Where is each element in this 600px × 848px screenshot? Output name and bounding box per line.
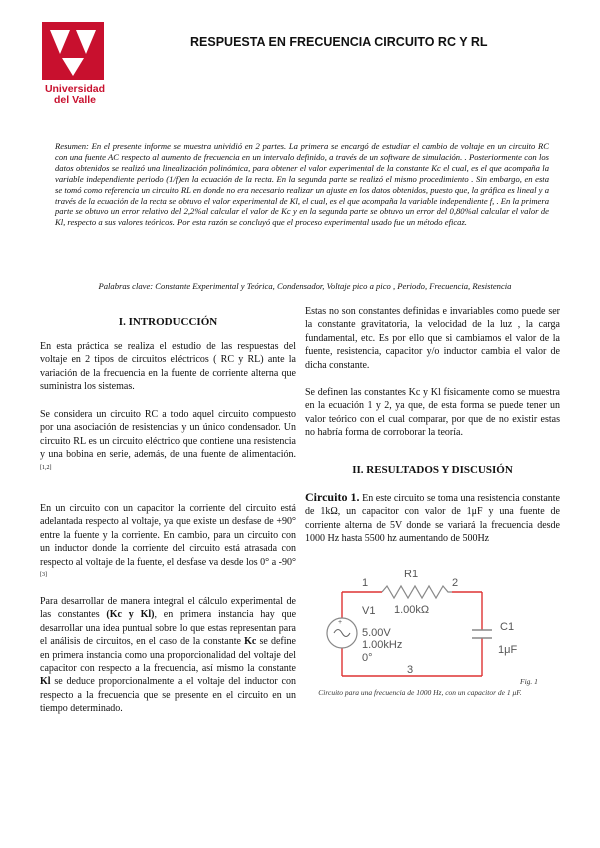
logo-line-1: Universidad [44, 83, 106, 95]
section-heading-intro: I. INTRODUCCIÓN [118, 316, 218, 328]
figure-number: Fig. 1 [520, 677, 538, 686]
right-paragraph-2 [305, 386, 560, 440]
resistor-name: R1 [404, 570, 419, 580]
intro-p1-text: En esta práctica se realiza el estudio de las respuestas del voltaje en 2 tipos de circuitos eléctricos ( RC y RL) ante la variación de la frecuencia en la fuente de corriente alterna que suministra los sistemas. [40, 341, 296, 393]
logo-text [40, 84, 110, 106]
intro-p4-d: Kc [244, 636, 257, 648]
plus-sign: + [338, 619, 343, 626]
abstract: Resumen: En el presente informe se muestra unividió en 2 partes. La primera se encargó de estudiar el cambio de voltaje en un circuito RC con una fuente AC respecto al aumento de frecuencia en un intervalo definido, a través de un software de simulación. . Posteriormente con los datos obtenidos se realizó una linealización polinómica, para obtener el valor experimental de la constante Kc el cual, es el que acompaña la variable independiente periodo (1/f)en la ecuación de la recta. En la segunda parte se realizó el mismo procedimiento . Sin embargo, en esta se tomó como referencia un circuito RL en donde no era necesario realizar un ajuste en los datos obtenidos, puesto que, la gráfica es lineal y a través de la ecuación de la recta se obtuvo el valor experimental de Kl, el cual, es el que acompaña la variable independiente f, . En la primera parte se obtuvo un error relativo del 2,2%al calcular el valor de Kc y en la segunda parte se obtuvo un error del 0,80%al calcular el valor de Kl, respecto a sus valores teóricos. Por esta razón se concluyó que el proceso experimental usado fue un método eficaz. [55, 141, 549, 228]
source-phase: 0° [362, 652, 373, 664]
citation: [3] [40, 572, 47, 579]
intro-p4-c: , en primera instancia hay que desarrollar una idea puntual sobre lo que estas representan para el análisis de circuitos, en el caso de la constante [40, 609, 297, 648]
right-heading-wrap [305, 464, 560, 477]
intro-p2-text: Se considera un circuito RC a todo aquel circuito compuesto por una asociación de resistencias y un único condensador. Un circuito RL es un circuito eléctrico que contiene una resistencia y una bobina en serie, además, de una fuente de alimentación. [40, 409, 296, 461]
left-column [40, 316, 296, 329]
node-2-label: 2 [452, 577, 459, 589]
logo-mark-icon [42, 22, 104, 80]
intro-paragraph-2 [40, 408, 296, 477]
intro-p3-text: En un circuito con un capacitor la corriente del circuito está adelantada respecto al voltaje, ya que existe un desfase de +90° entre la fuente y la corriente. En cambio, para un circuito con un inductor donde la corriente del circuito está atrasada con respecto al voltaje de la fuente, el desfase va desde los 0° a -90° [40, 503, 296, 568]
rc-circuit-diagram [312, 570, 532, 685]
circuit-text: En este circuito se toma una resistencia constante de 1kΩ, un capacitor con valor de 1μF y una fuente de corriente alterna de 5V donde se variará la frecuencia desde 1000 Hz hasta 5500 hz aumentando de 500Hz [305, 493, 560, 545]
source-frequency: 1.00kHz [362, 639, 403, 651]
intro-paragraph-3 [40, 502, 296, 585]
university-logo [42, 22, 104, 80]
right-p1-text: Estas no son constantes definidas e invariables como puede ser la constante gravitatoria, la velocidad de la luz , la carga fundamental, etc. Es por ello que si cambiamos el valor de la fuente, resistencia, capacitor y/o inductor cambia el valor de dicha constante. [305, 306, 560, 371]
circuit-label: Circuito 1. [305, 490, 360, 504]
circuit-paragraph [305, 491, 560, 546]
node-1-label: 1 [362, 577, 369, 589]
source-amplitude: 5.00V [362, 627, 391, 639]
intro-paragraph-1 [40, 340, 296, 394]
intro-p4-a: Para desarrollar de manera integral el cálculo experimental de las constantes [40, 596, 296, 621]
intro-p4-f: Kl [40, 676, 51, 688]
section-heading-results: II. RESULTADOS Y DISCUSIÓN [352, 464, 513, 476]
intro-p4-g: se deduce proporcionalmente a el voltaje del inductor con respecto a la frecuencia que se presente en el circuito en un tiempo determinado. [40, 676, 296, 715]
node-3-label: 3 [407, 664, 414, 676]
resistor-value: 1.00kΩ [394, 604, 430, 616]
source-name: V1 [362, 605, 376, 617]
page-title: RESPUESTA EN FRECUENCIA CIRCUITO RC Y RL [190, 35, 488, 49]
intro-p4-b: (Kc y Kl) [106, 609, 155, 621]
intro-p4-e: se define en primera instancia como una proporcionalidad del voltaje del capacitor con respecto a la frecuencia, así mismo la constante [40, 636, 296, 675]
keywords: Palabras clave: Constante Experimental y Teórica, Condensador, Voltaje pico a pico , Periodo, Frecuencia, Resistencia [98, 281, 512, 291]
circuit-figure [312, 570, 532, 685]
intro-paragraph-4 [40, 595, 296, 716]
citation: [1,2] [40, 464, 52, 471]
capacitor-name: C1 [500, 621, 515, 633]
resistor-icon [382, 586, 452, 598]
capacitor-value: 1μF [498, 644, 518, 656]
right-paragraph-1 [305, 305, 560, 372]
logo-line-2: del Valle [53, 94, 97, 106]
figure-caption: Circuito para una frecuencia de 1000 Hz, con un capacitor de 1 μF. [318, 688, 522, 697]
right-p2-text: Se definen las constantes Kc y Kl físicamente como se muestra en la ecuación 1 y 2, ya que, de esta forma se puede tener un valor teórico con el cual comparar, por que de no existir estas no habría forma de corroborar la teoría. [305, 387, 560, 439]
